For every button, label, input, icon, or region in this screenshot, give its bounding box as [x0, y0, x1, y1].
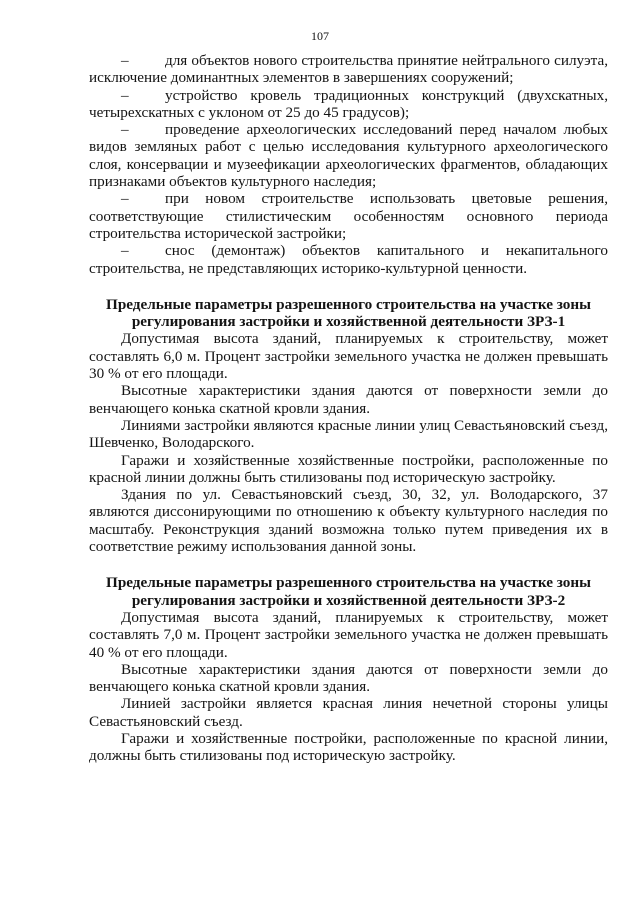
- document-body: [89, 52, 608, 765]
- paragraph: Допустимая высота зданий, планируемых к строительству, может составлять 6,0 м. Процент застройки земельного участка не должен превышать 30 % от его площади.: [89, 330, 608, 383]
- bullet-marker: –: [121, 86, 129, 104]
- bullet-text: устройство кровель традиционных конструкций (двухскатных, четырехскатных с уклоном от 25 до 45 градусов);: [89, 86, 608, 121]
- bullet-marker: –: [121, 121, 129, 139]
- paragraph: Линиями застройки являются красные линии улиц Севастьяновский съезд, Шевченко, Володарского.: [89, 416, 608, 452]
- bullet-item: [89, 87, 608, 122]
- bullet-item: [89, 242, 608, 277]
- bullet-marker: –: [121, 52, 129, 69]
- bullet-list: [89, 52, 608, 277]
- section-zrz-2: [89, 574, 608, 764]
- paragraph: Высотные характеристики здания даются от поверхности земли до венчающего конька скатной кровли здания.: [89, 382, 608, 417]
- bullet-item: [89, 52, 608, 87]
- bullet-text: для объектов нового строительства принятие нейтрального силуэта, исключение доминантных элементов в завершениях сооружений;: [89, 52, 608, 87]
- bullet-text: снос (демонтаж) объектов капитального и некапитального строительства, не представляющих историко-культурной ценности.: [89, 242, 608, 277]
- bullet-marker: –: [121, 190, 129, 208]
- section-zrz-1: [89, 296, 608, 555]
- bullet-text: проведение археологических исследований перед началом любых видов земляных работ с целью исследования культурного археологического слоя, консервации и музеефикации археологических фрагментов, обладающих признаками объектов культурного наследия;: [89, 121, 608, 191]
- paragraph: Гаражи и хозяйственные постройки, расположенные по красной линии, должны быть стилизованы под историческую застройку.: [89, 729, 608, 765]
- paragraph: Здания по ул. Севастьяновский съезд, 30, 32, ул. Володарского, 37 являются диссонирующими по отношению к объекту культурного наследия по масштабу. Реконструкция зданий возможна только путем приведения их в соответствие режиму использования данной зоны.: [89, 486, 608, 556]
- page-number: 107: [311, 29, 329, 43]
- bullet-item: [89, 190, 608, 242]
- paragraph: Высотные характеристики здания даются от поверхности земли до венчающего конька скатной кровли здания.: [89, 660, 608, 696]
- paragraph: Линией застройки является красная линия нечетной стороны улицы Севастьяновский съезд.: [89, 695, 608, 730]
- paragraph: Допустимая высота зданий, планируемых к строительству, может составлять 7,0 м. Процент застройки земельного участка не должен превышать 40 % от его площади.: [89, 608, 608, 661]
- section-heading: Предельные параметры разрешенного строительства на участке зоны регулирования застройки и хозяйственной деятельности ЗРЗ-2: [106, 574, 591, 609]
- section-heading: Предельные параметры разрешенного строительства на участке зоны регулирования застройки и хозяйственной деятельности ЗРЗ-1: [106, 295, 591, 331]
- bullet-marker: –: [121, 242, 129, 260]
- bullet-item: [89, 121, 608, 190]
- bullet-text: при новом строительстве использовать цветовые решения, соответствующие стилистическим особенностям основного периода строительства исторической застройки;: [89, 190, 608, 242]
- paragraph: Гаражи и хозяйственные хозяйственные постройки, расположенные по красной линии должны быть стилизованы под историческую застройку.: [89, 451, 608, 486]
